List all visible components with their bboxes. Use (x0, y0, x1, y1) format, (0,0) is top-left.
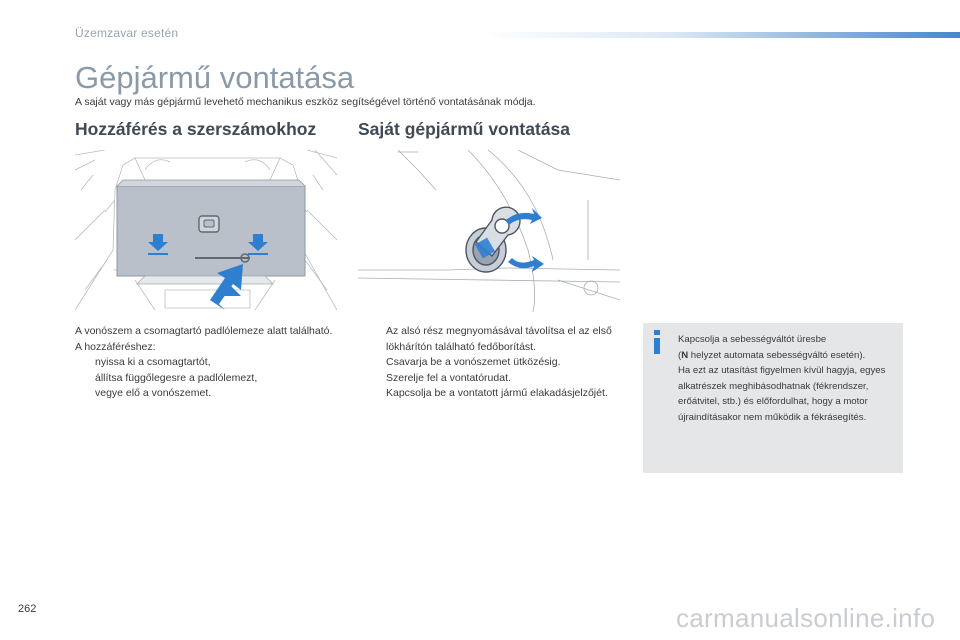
bullet-icon (366, 371, 386, 387)
left-column-text (75, 324, 337, 402)
note-line: (N helyzet automata sebességváltó esetén). (678, 349, 866, 361)
heading-tool-access: Hozzáférés a szerszámokhoz (75, 119, 317, 139)
list-item: Kapcsolja be a vontatott jármű elakadásjelzőjét. (366, 386, 628, 402)
bullet-icon (366, 355, 386, 371)
right-column-text (366, 324, 628, 402)
list-item: vegye elő a vonószemet. (75, 386, 337, 402)
page-title: Gépjármű vontatása (75, 60, 355, 95)
bullet-icon (75, 386, 95, 402)
header-gradient-bar (480, 32, 960, 38)
note-line: Kapcsolja a sebességváltót üresbe (678, 334, 827, 345)
list-item: Szerelje fel a vontatórudat. (366, 371, 628, 387)
boot-floor-illustration (75, 150, 337, 312)
intro-lead: A hozzáféréshez: (75, 340, 156, 353)
bullet-icon (75, 371, 95, 387)
list-item: állítsa függőlegesre a padlólemezt, (75, 371, 337, 387)
page-number: 262 (18, 603, 37, 615)
bullet-icon (75, 355, 95, 371)
watermark: carmanualsonline.info (676, 603, 936, 633)
page-subtitle: A saját vagy más gépjármű levehető mechanikus eszköz segítségével történő vontatásának módja. (75, 96, 536, 108)
bullet-icon (366, 386, 386, 402)
list-item: nyissa ki a csomagtartót, (75, 355, 337, 371)
towing-eye-illustration (358, 150, 620, 312)
intro-paragraph: A vonószem a csomagtartó padlólemeze alatt található. (75, 325, 333, 337)
section-label: Üzemzavar esetén (75, 26, 179, 40)
heading-own-vehicle-towing: Saját gépjármű vontatása (358, 119, 571, 139)
note-line: Ha ezt az utasítást figyelmen kívül hagyja, egyes alkatrészek meghibásodhatnak (fékrendszer, erőátvitel, stb.) és előfordulhat, hogy a motor újraindításakor nem működik a fékrásegítés. (678, 365, 886, 423)
list-item: Az alsó rész megnyomásával távolítsa el az első lökhárítón található fedőborítást. (366, 324, 628, 355)
bullet-icon (366, 324, 386, 355)
info-icon (652, 330, 662, 354)
list-item: Csavarja be a vonószemet ütközésig. (366, 355, 628, 371)
note-gear-letter: N (681, 349, 689, 361)
info-note-text (678, 332, 900, 425)
